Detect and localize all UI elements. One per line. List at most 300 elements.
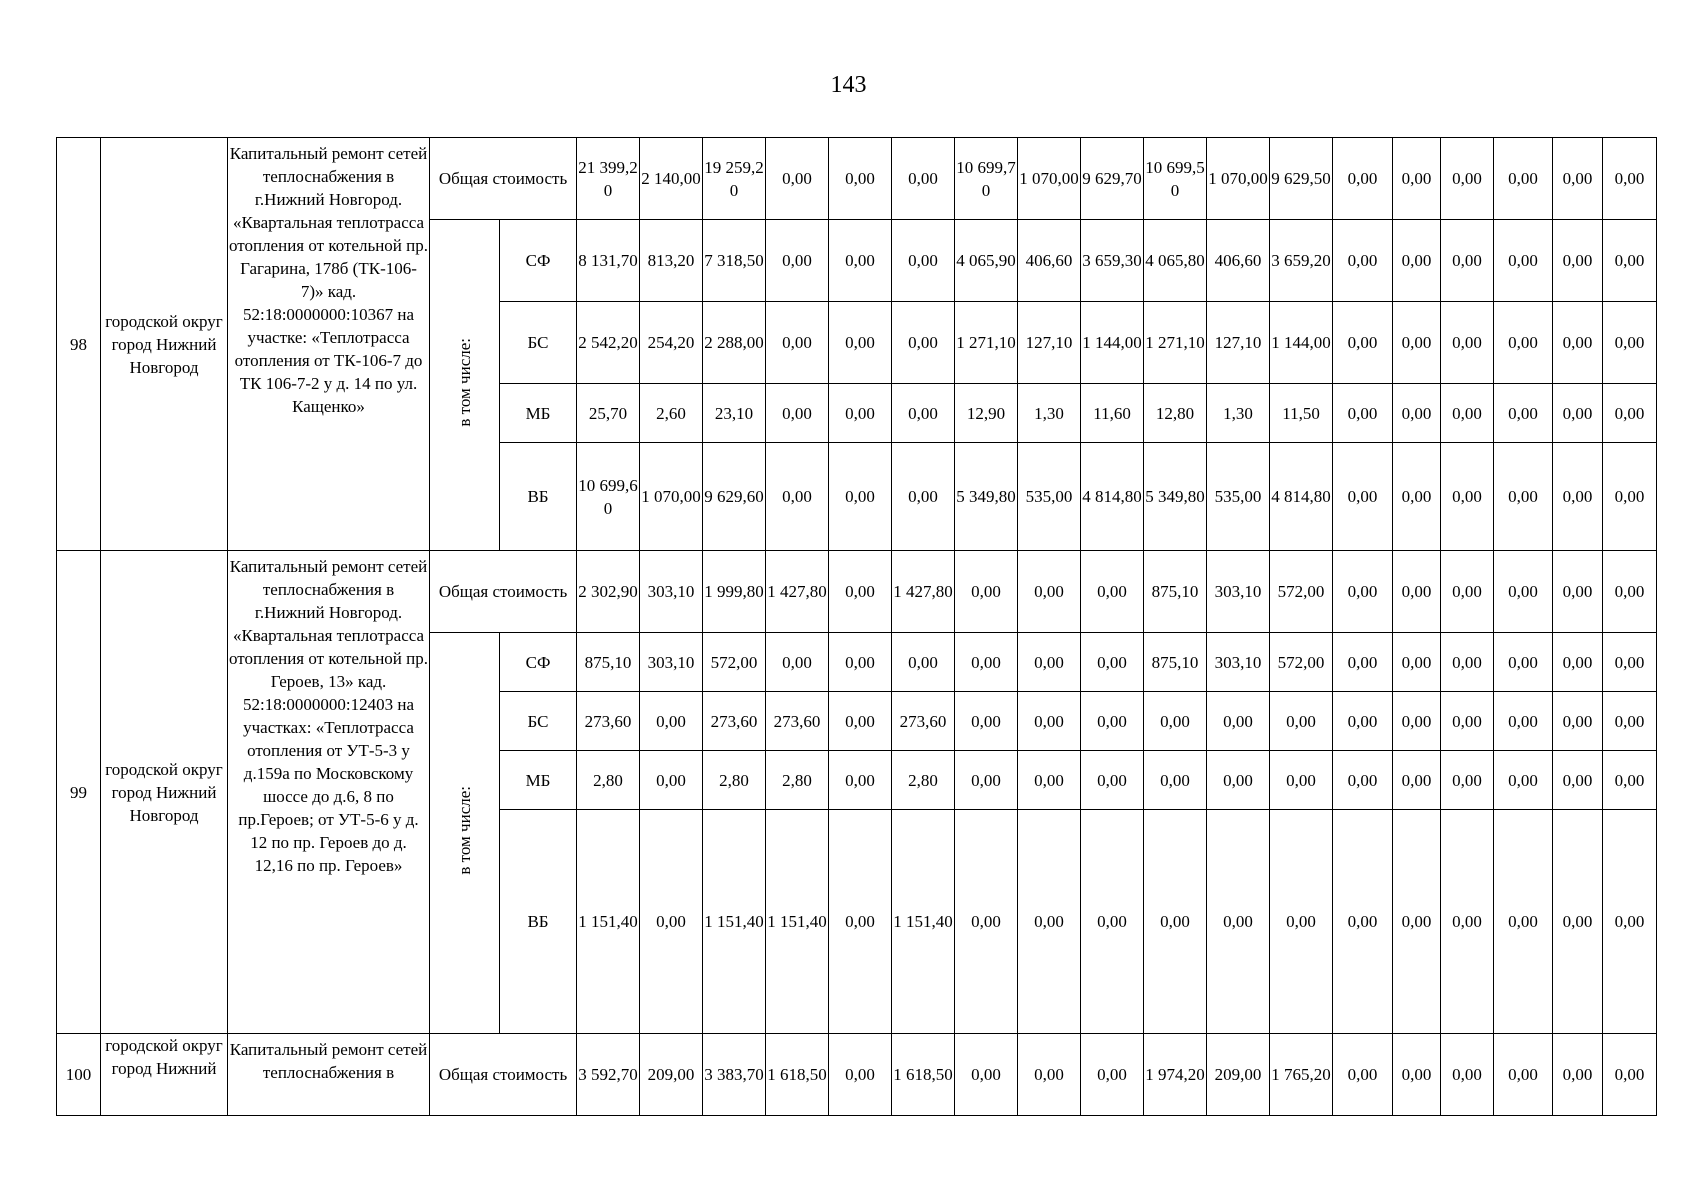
value-text: 0,00 bbox=[1562, 251, 1593, 270]
value-text: 0,00 bbox=[845, 169, 875, 188]
value-text: 1 144,00 bbox=[1082, 333, 1142, 352]
value-cell bbox=[640, 443, 703, 551]
value-cell bbox=[1494, 551, 1553, 633]
value-text: 0,00 bbox=[1452, 770, 1482, 790]
funding-source-code: БС bbox=[500, 692, 577, 751]
value-cell bbox=[1393, 633, 1441, 692]
value-text: 5 349,80 bbox=[956, 487, 1016, 506]
value-cell bbox=[703, 220, 766, 302]
value-cell bbox=[1018, 138, 1081, 220]
value-cell bbox=[1553, 138, 1603, 220]
value-text: 0,00 bbox=[1508, 333, 1538, 352]
value-text: 0,00 bbox=[1508, 169, 1538, 188]
value-cell bbox=[766, 1034, 829, 1116]
value-text: 0,00 bbox=[1508, 582, 1538, 601]
value-text: 0,00 bbox=[1562, 582, 1593, 601]
value-text: 0,00 bbox=[845, 652, 875, 672]
value-cell bbox=[1553, 810, 1603, 1034]
value-cell bbox=[577, 810, 640, 1034]
value-cell bbox=[829, 443, 892, 551]
value-cell bbox=[1603, 138, 1657, 220]
value-cell bbox=[766, 633, 829, 692]
in-total-text: в том числе: bbox=[455, 785, 474, 875]
value-cell bbox=[1494, 810, 1553, 1034]
value-cell bbox=[640, 633, 703, 692]
row-number: 100 bbox=[57, 1034, 101, 1116]
value-cell bbox=[1144, 220, 1207, 302]
value-text: 303,10 bbox=[1214, 652, 1262, 672]
value-text: 303,10 bbox=[647, 652, 695, 672]
value-cell bbox=[1393, 384, 1441, 443]
value-text: 8 131,70 bbox=[578, 251, 638, 270]
value-text: 0,00 bbox=[1508, 1065, 1538, 1084]
value-text: 0,00 bbox=[908, 403, 938, 423]
value-cell bbox=[703, 1034, 766, 1116]
value-cell bbox=[577, 633, 640, 692]
value-text: 0,00 bbox=[1614, 487, 1645, 506]
value-cell bbox=[703, 443, 766, 551]
value-text: 0,00 bbox=[1452, 582, 1482, 601]
value-text: 273,60 bbox=[773, 711, 821, 731]
value-cell bbox=[1393, 302, 1441, 384]
value-cell bbox=[1207, 751, 1270, 810]
value-text: 0,00 bbox=[1401, 1065, 1432, 1084]
value-cell bbox=[1207, 384, 1270, 443]
value-text: 0,00 bbox=[845, 582, 875, 601]
value-cell bbox=[1441, 810, 1494, 1034]
value-cell bbox=[1333, 138, 1393, 220]
value-cell bbox=[1270, 692, 1333, 751]
funding-source-code: МБ bbox=[500, 384, 577, 443]
value-cell bbox=[1018, 220, 1081, 302]
value-text: 1 151,40 bbox=[767, 912, 827, 931]
value-text: 7 318,50 bbox=[704, 251, 764, 270]
value-text: 875,10 bbox=[584, 652, 632, 672]
value-text: 535,00 bbox=[1025, 487, 1073, 506]
project-description: Капитальный ремонт сетей теплоснабжения в bbox=[228, 1034, 430, 1116]
value-text: 127,10 bbox=[1025, 333, 1073, 352]
value-text: 0,00 bbox=[1347, 652, 1378, 672]
value-text: 0,00 bbox=[1034, 912, 1064, 931]
value-cell bbox=[1393, 692, 1441, 751]
value-cell bbox=[577, 751, 640, 810]
value-cell bbox=[577, 302, 640, 384]
value-text: 1 765,20 bbox=[1271, 1065, 1331, 1084]
value-cell bbox=[892, 692, 955, 751]
value-text: 0,00 bbox=[1562, 652, 1593, 672]
value-text: 1 974,20 bbox=[1145, 1065, 1205, 1084]
value-text: 273,60 bbox=[710, 711, 758, 731]
value-text: 11,60 bbox=[1093, 403, 1131, 423]
value-cell bbox=[1081, 1034, 1144, 1116]
value-cell bbox=[1553, 220, 1603, 302]
value-cell bbox=[1270, 302, 1333, 384]
value-text: 0,00 bbox=[908, 251, 938, 270]
value-cell bbox=[1018, 443, 1081, 551]
value-text: 1,30 bbox=[1034, 403, 1064, 423]
value-cell bbox=[640, 384, 703, 443]
value-text: 0,00 bbox=[1614, 169, 1645, 188]
value-cell bbox=[1553, 692, 1603, 751]
value-cell bbox=[1603, 302, 1657, 384]
value-text: 10 699,60 bbox=[578, 475, 638, 518]
value-text: 303,10 bbox=[647, 582, 695, 601]
value-cell bbox=[829, 138, 892, 220]
value-cell bbox=[1553, 751, 1603, 810]
value-text: 4 814,80 bbox=[1271, 487, 1331, 506]
table-row bbox=[57, 138, 1657, 220]
total-cost-label: Общая стоимость bbox=[430, 551, 577, 633]
value-text: 2,80 bbox=[908, 770, 938, 790]
value-cell bbox=[1494, 302, 1553, 384]
value-text: 0,00 bbox=[782, 169, 812, 188]
value-text: 0,00 bbox=[908, 487, 938, 506]
value-cell bbox=[892, 220, 955, 302]
value-cell bbox=[1018, 692, 1081, 751]
funding-source-code: ВБ bbox=[500, 443, 577, 551]
value-text: 0,00 bbox=[1452, 711, 1482, 731]
value-cell bbox=[829, 810, 892, 1034]
value-text: 0,00 bbox=[1034, 652, 1064, 672]
value-cell bbox=[1441, 751, 1494, 810]
value-cell bbox=[1603, 751, 1657, 810]
value-text: 12,90 bbox=[966, 403, 1006, 423]
value-text: 4 065,80 bbox=[1145, 251, 1205, 270]
value-cell bbox=[1270, 384, 1333, 443]
value-cell bbox=[1603, 1034, 1657, 1116]
value-text: 0,00 bbox=[1034, 711, 1064, 731]
value-cell bbox=[1333, 551, 1393, 633]
value-cell bbox=[1393, 810, 1441, 1034]
value-text: 2 140,00 bbox=[641, 169, 701, 188]
value-cell bbox=[1441, 633, 1494, 692]
value-text: 209,00 bbox=[647, 1065, 695, 1084]
in-total-label bbox=[430, 633, 500, 1034]
value-text: 21 399,20 bbox=[578, 157, 638, 200]
value-text: 0,00 bbox=[1097, 770, 1127, 790]
value-text: 9 629,70 bbox=[1082, 169, 1142, 188]
value-text: 0,00 bbox=[1347, 770, 1378, 790]
value-text: 2 288,00 bbox=[704, 333, 764, 352]
value-text: 0,00 bbox=[1508, 403, 1538, 423]
value-cell bbox=[766, 302, 829, 384]
value-text: 0,00 bbox=[1508, 487, 1538, 506]
value-text: 535,00 bbox=[1214, 487, 1262, 506]
value-cell bbox=[1270, 810, 1333, 1034]
value-cell bbox=[1333, 633, 1393, 692]
value-cell bbox=[766, 443, 829, 551]
value-text: 0,00 bbox=[1452, 333, 1482, 352]
value-cell bbox=[1441, 302, 1494, 384]
value-text: 254,20 bbox=[647, 333, 695, 352]
value-text: 0,00 bbox=[1452, 487, 1482, 506]
value-cell bbox=[703, 692, 766, 751]
value-text: 406,60 bbox=[1214, 251, 1262, 270]
in-total-text: в том числе: bbox=[455, 337, 474, 427]
municipality: городской округ город Нижний Новгород bbox=[101, 138, 228, 551]
value-cell bbox=[1207, 692, 1270, 751]
value-cell bbox=[1441, 1034, 1494, 1116]
value-cell bbox=[1393, 1034, 1441, 1116]
value-text: 0,00 bbox=[845, 251, 875, 270]
value-cell bbox=[1081, 443, 1144, 551]
value-cell bbox=[1333, 1034, 1393, 1116]
value-text: 2,80 bbox=[593, 770, 623, 790]
value-text: 0,00 bbox=[1223, 711, 1253, 731]
value-text: 0,00 bbox=[1286, 711, 1316, 731]
value-cell bbox=[1333, 692, 1393, 751]
value-text: 0,00 bbox=[1347, 912, 1378, 931]
value-text: 0,00 bbox=[1034, 1065, 1064, 1084]
value-text: 0,00 bbox=[1347, 403, 1378, 423]
value-text: 0,00 bbox=[971, 1065, 1001, 1084]
value-cell bbox=[1333, 751, 1393, 810]
value-text: 0,00 bbox=[1614, 770, 1645, 790]
value-text: 2,80 bbox=[782, 770, 812, 790]
value-cell bbox=[640, 1034, 703, 1116]
value-text: 3 592,70 bbox=[578, 1065, 638, 1084]
value-text: 0,00 bbox=[656, 912, 686, 931]
value-cell bbox=[1144, 443, 1207, 551]
value-text: 0,00 bbox=[1223, 770, 1253, 790]
value-text: 0,00 bbox=[1452, 169, 1482, 188]
row-number: 98 bbox=[57, 138, 101, 551]
value-text: 0,00 bbox=[1562, 770, 1593, 790]
value-cell bbox=[955, 138, 1018, 220]
value-cell bbox=[955, 692, 1018, 751]
value-text: 0,00 bbox=[1347, 333, 1378, 352]
value-text: 303,10 bbox=[1214, 582, 1262, 601]
value-cell bbox=[577, 384, 640, 443]
value-text: 11,50 bbox=[1282, 403, 1320, 423]
value-cell bbox=[577, 692, 640, 751]
value-text: 10 699,70 bbox=[956, 157, 1016, 200]
value-text: 1 070,00 bbox=[1208, 169, 1268, 188]
value-text: 1 271,10 bbox=[956, 333, 1016, 352]
value-text: 0,00 bbox=[971, 770, 1001, 790]
value-cell bbox=[1494, 751, 1553, 810]
value-text: 0,00 bbox=[1347, 711, 1378, 731]
value-cell bbox=[1393, 443, 1441, 551]
value-text: 0,00 bbox=[656, 711, 686, 731]
value-text: 0,00 bbox=[1347, 251, 1378, 270]
value-cell bbox=[640, 302, 703, 384]
value-text: 0,00 bbox=[782, 251, 812, 270]
value-cell bbox=[892, 810, 955, 1034]
value-text: 813,20 bbox=[647, 251, 695, 270]
value-cell bbox=[703, 751, 766, 810]
value-text: 0,00 bbox=[782, 403, 812, 423]
value-cell bbox=[955, 1034, 1018, 1116]
value-cell bbox=[640, 692, 703, 751]
value-text: 23,10 bbox=[714, 403, 754, 423]
value-text: 0,00 bbox=[1347, 169, 1378, 188]
value-cell bbox=[1081, 384, 1144, 443]
value-text: 0,00 bbox=[1286, 912, 1316, 931]
value-text: 1 618,50 bbox=[893, 1065, 953, 1084]
value-cell bbox=[1081, 138, 1144, 220]
value-text: 0,00 bbox=[1562, 487, 1593, 506]
value-text: 2,60 bbox=[656, 403, 686, 423]
value-text: 0,00 bbox=[1614, 582, 1645, 601]
value-text: 1 427,80 bbox=[893, 582, 953, 601]
value-text: 209,00 bbox=[1214, 1065, 1262, 1084]
value-text: 0,00 bbox=[1347, 582, 1378, 601]
value-cell bbox=[1270, 138, 1333, 220]
value-cell bbox=[892, 1034, 955, 1116]
value-cell bbox=[1494, 633, 1553, 692]
value-cell bbox=[1494, 692, 1553, 751]
value-text: 0,00 bbox=[1614, 251, 1645, 270]
value-cell bbox=[829, 633, 892, 692]
value-cell bbox=[892, 302, 955, 384]
value-cell bbox=[1553, 1034, 1603, 1116]
value-text: 0,00 bbox=[1097, 652, 1127, 672]
value-text: 0,00 bbox=[1562, 1065, 1593, 1084]
value-cell bbox=[1494, 138, 1553, 220]
value-cell bbox=[1018, 751, 1081, 810]
value-text: 0,00 bbox=[1401, 652, 1432, 672]
value-cell bbox=[703, 384, 766, 443]
value-cell bbox=[892, 551, 955, 633]
total-cost-label: Общая стоимость bbox=[430, 1034, 577, 1116]
value-cell bbox=[1081, 810, 1144, 1034]
value-text: 0,00 bbox=[1097, 1065, 1127, 1084]
value-cell bbox=[1603, 633, 1657, 692]
value-text: 0,00 bbox=[1401, 251, 1432, 270]
value-text: 3 659,30 bbox=[1082, 251, 1142, 270]
value-text: 2 542,20 bbox=[578, 333, 638, 352]
value-cell bbox=[829, 551, 892, 633]
value-text: 5 349,80 bbox=[1145, 487, 1205, 506]
value-text: 0,00 bbox=[1508, 251, 1538, 270]
value-cell bbox=[1207, 633, 1270, 692]
value-text: 9 629,60 bbox=[704, 487, 764, 506]
value-cell bbox=[829, 220, 892, 302]
value-cell bbox=[1553, 302, 1603, 384]
value-text: 1 151,40 bbox=[893, 912, 953, 931]
value-text: 0,00 bbox=[1562, 333, 1593, 352]
value-cell bbox=[703, 302, 766, 384]
value-cell bbox=[640, 138, 703, 220]
value-text: 273,60 bbox=[899, 711, 947, 731]
value-cell bbox=[766, 138, 829, 220]
value-text: 572,00 bbox=[1277, 582, 1325, 601]
value-cell bbox=[703, 633, 766, 692]
value-cell bbox=[955, 220, 1018, 302]
funding-source-code: МБ bbox=[500, 751, 577, 810]
value-cell bbox=[640, 751, 703, 810]
value-text: 0,00 bbox=[782, 652, 812, 672]
municipality: городской округ город Нижний bbox=[101, 1034, 228, 1116]
value-text: 0,00 bbox=[1614, 403, 1645, 423]
value-text: 0,00 bbox=[1452, 652, 1482, 672]
value-text: 0,00 bbox=[1034, 770, 1064, 790]
value-text: 406,60 bbox=[1025, 251, 1073, 270]
value-cell bbox=[892, 751, 955, 810]
value-cell bbox=[1494, 1034, 1553, 1116]
value-text: 0,00 bbox=[1452, 1065, 1482, 1084]
value-text: 0,00 bbox=[1614, 652, 1645, 672]
value-cell bbox=[1603, 551, 1657, 633]
value-cell bbox=[892, 443, 955, 551]
value-cell bbox=[703, 138, 766, 220]
value-cell bbox=[1018, 551, 1081, 633]
value-cell bbox=[1081, 551, 1144, 633]
value-cell bbox=[1207, 1034, 1270, 1116]
value-cell bbox=[1144, 551, 1207, 633]
value-text: 0,00 bbox=[782, 333, 812, 352]
funding-source-code: СФ bbox=[500, 633, 577, 692]
value-text: 0,00 bbox=[1614, 333, 1645, 352]
value-cell bbox=[766, 220, 829, 302]
value-cell bbox=[1441, 443, 1494, 551]
value-text: 0,00 bbox=[1160, 912, 1190, 931]
value-text: 0,00 bbox=[1614, 1065, 1645, 1084]
value-text: 1 151,40 bbox=[704, 912, 764, 931]
value-cell bbox=[1207, 220, 1270, 302]
value-text: 3 659,20 bbox=[1271, 251, 1331, 270]
value-cell bbox=[577, 1034, 640, 1116]
value-text: 0,00 bbox=[1160, 711, 1190, 731]
value-cell bbox=[955, 633, 1018, 692]
value-cell bbox=[1494, 443, 1553, 551]
value-text: 0,00 bbox=[1347, 487, 1378, 506]
total-cost-label: Общая стоимость bbox=[430, 138, 577, 220]
value-cell bbox=[1144, 633, 1207, 692]
value-text: 1 070,00 bbox=[641, 487, 701, 506]
value-text: 0,00 bbox=[1508, 711, 1538, 731]
value-text: 0,00 bbox=[1508, 770, 1538, 790]
municipality: городской округ город Нижний Новгород bbox=[101, 551, 228, 1034]
value-text: 0,00 bbox=[1508, 912, 1538, 931]
value-cell bbox=[955, 751, 1018, 810]
value-cell bbox=[1553, 551, 1603, 633]
funding-source-code: ВБ bbox=[500, 810, 577, 1034]
value-text: 0,00 bbox=[1452, 912, 1482, 931]
value-cell bbox=[1553, 384, 1603, 443]
value-cell bbox=[1207, 138, 1270, 220]
value-text: 572,00 bbox=[710, 652, 758, 672]
value-text: 0,00 bbox=[1401, 403, 1432, 423]
value-cell bbox=[703, 551, 766, 633]
value-text: 0,00 bbox=[908, 652, 938, 672]
value-cell bbox=[1207, 810, 1270, 1034]
value-cell bbox=[703, 810, 766, 1034]
value-text: 0,00 bbox=[1223, 912, 1253, 931]
value-text: 0,00 bbox=[1562, 169, 1593, 188]
value-cell bbox=[1393, 138, 1441, 220]
value-text: 4 814,80 bbox=[1082, 487, 1142, 506]
value-cell bbox=[1081, 220, 1144, 302]
value-cell bbox=[1494, 220, 1553, 302]
value-cell bbox=[1081, 302, 1144, 384]
value-cell bbox=[1144, 751, 1207, 810]
value-text: 0,00 bbox=[1562, 711, 1593, 731]
value-cell bbox=[955, 810, 1018, 1034]
value-cell bbox=[1144, 138, 1207, 220]
row-number: 99 bbox=[57, 551, 101, 1034]
value-cell bbox=[1441, 551, 1494, 633]
value-cell bbox=[1270, 220, 1333, 302]
value-cell bbox=[1333, 443, 1393, 551]
value-text: 0,00 bbox=[1097, 912, 1127, 931]
funding-source-code: СФ bbox=[500, 220, 577, 302]
value-cell bbox=[1018, 1034, 1081, 1116]
value-text: 3 383,70 bbox=[704, 1065, 764, 1084]
value-cell bbox=[829, 751, 892, 810]
value-cell bbox=[1333, 220, 1393, 302]
